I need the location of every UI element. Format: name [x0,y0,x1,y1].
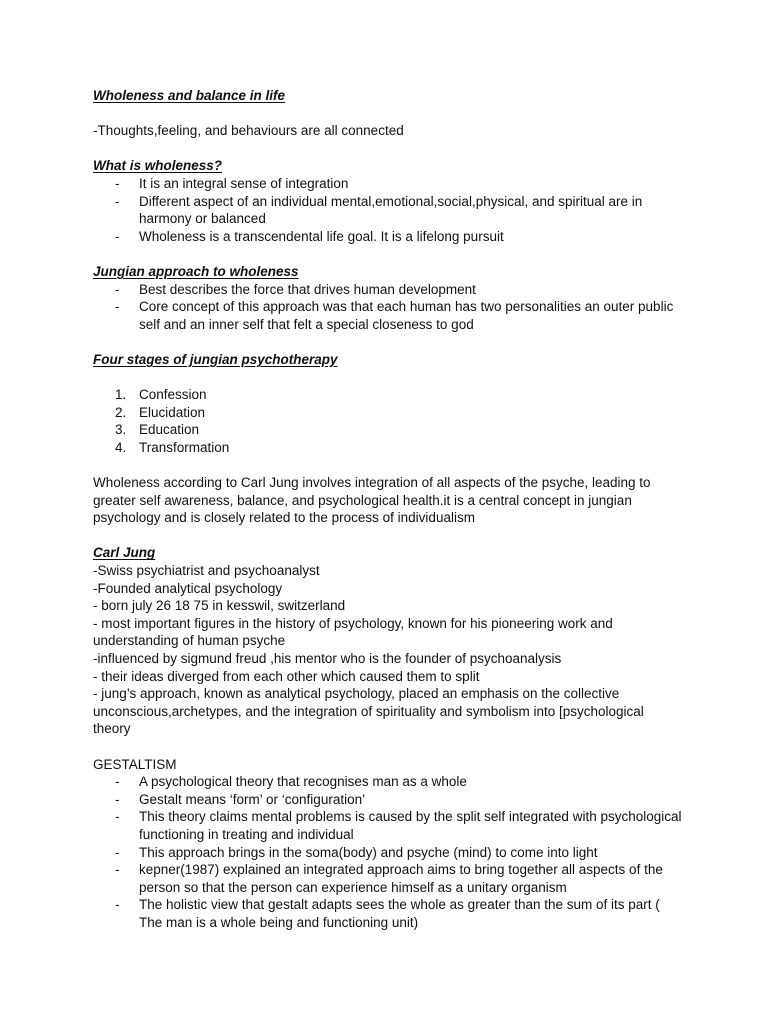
list-item: - Core concept of this approach was that each human has two personalities an outer public self and an inner self that felt a special closeness to god [115,299,674,332]
intro-line: -Thoughts,feeling, and behaviours are all connected [93,123,404,139]
note-line: - most important figures in the history of psychology, known for his pioneering work and understanding of human psyche [93,615,613,649]
list-item: 1. Confession [115,387,207,403]
document-page [93,87,683,932]
list-item: - Gestalt means ‘form’ or ‘configuration’ [115,791,366,807]
note-line: - jung’s approach, known as analytical psychology, placed an emphasis on the collective unconscious,archetypes, and the integration of spirituality and symbolism into [psychological theory [93,686,644,737]
carl-jung-heading: Carl Jung [93,545,156,561]
four-stages-list [93,386,683,456]
document-title: Wholeness and balance in life [93,88,286,103]
note-line: -influenced by sigmund freud ,his mentor who is the founder of psychoanalysis [93,651,562,666]
list-item: - Different aspect of an individual mental,emotional,social,physical, and spiritual are in harmony or balanced [115,193,643,227]
summary-paragraph: Wholeness according to Carl Jung involves integration of all aspects of the psyche, leading to greater self awareness, balance, and psychological health.it is a central concept in jungian psychology and is closely related to the process of individualism [93,475,651,526]
list-item: - This theory claims mental problems is caused by the split self integrated with psychological functioning in treating and individual [115,809,682,842]
note-line: -Founded analytical psychology [93,580,283,596]
list-item: 4. Transformation [115,439,230,455]
note-line: - their ideas diverged from each other which caused them to split [93,668,480,684]
jungian-approach-list [93,281,683,334]
gestaltism-heading: GESTALTISM [93,756,177,772]
list-item: - A psychological theory that recognises man as a whole [115,774,467,790]
list-item: 2. Elucidation [115,404,206,420]
list-item: 3. Education [115,422,200,438]
note-line: - born july 26 18 75 in kesswil, switzerland [93,598,346,614]
what-is-wholeness-heading: What is wholeness? [93,158,223,174]
list-item: - Best describes the force that drives human development [115,281,476,297]
four-stages-heading: Four stages of jungian psychotherapy [93,351,338,367]
list-item: - kepner(1987) explained an integrated approach aims to bring together all aspects of the person so that the person can experience himself as a unitary organism [115,862,663,895]
list-item: - Wholeness is a transcendental life goal. It is a lifelong pursuit [115,228,504,244]
list-item: - The holistic view that gestalt adapts sees the whole as greater than the sum of its part ( The man is a whole being and functioning unit) [115,897,660,930]
jungian-approach-heading: Jungian approach to wholeness [93,263,299,279]
gestaltism-list [93,773,683,931]
list-item: - This approach brings in the soma(body) and psyche (mind) to come into light [115,844,598,860]
note-line: -Swiss psychiatrist and psychoanalyst [93,563,320,579]
carl-jung-notes [93,562,683,738]
what-is-wholeness-list [93,175,683,245]
list-item: - It is an integral sense of integration [115,175,349,191]
